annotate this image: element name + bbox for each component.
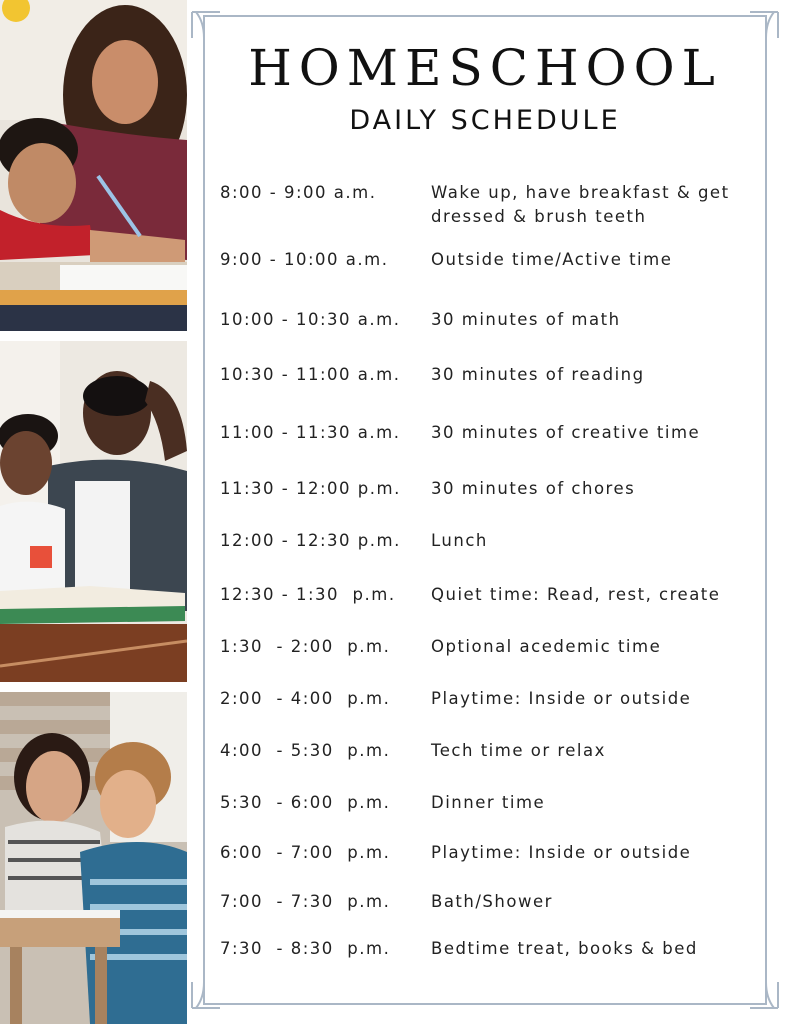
schedule-time: 12:30 - 1:30 p.m. (220, 585, 396, 604)
schedule-time: 4:00 - 5:30 p.m. (220, 741, 391, 760)
schedule-activity: Dinner time (431, 793, 546, 812)
schedule-time: 11:00 - 11:30 a.m. (220, 423, 401, 442)
schedule-time: 1:30 - 2:00 p.m. (220, 637, 391, 656)
schedule-activity: Playtime: Inside or outside (431, 843, 692, 862)
schedule-activity: Tech time or relax (431, 741, 606, 760)
schedule-time: 7:30 - 8:30 p.m. (220, 939, 391, 958)
parent-child-writing-photo (0, 0, 187, 331)
schedule-activity: Optional acedemic time (431, 637, 662, 656)
page-title: HOMESCHOOL (248, 39, 722, 97)
schedule-activity: Bedtime treat, books & bed (431, 939, 698, 958)
mother-son-studying-photo (0, 692, 187, 1024)
schedule-time: 6:00 - 7:00 p.m. (220, 843, 391, 862)
schedule-activity: Wake up, have breakfast & get dressed & brush teeth (431, 183, 730, 226)
schedule-activity: 30 minutes of creative time (431, 423, 701, 442)
schedule-time: 8:00 - 9:00 a.m. (220, 183, 377, 202)
page-subtitle: DAILY SCHEDULE (349, 105, 621, 136)
schedule-time: 12:00 - 12:30 p.m. (220, 531, 401, 550)
photo-column (0, 0, 187, 1024)
schedule-time: 10:30 - 11:00 a.m. (220, 365, 401, 384)
schedule-time: 2:00 - 4:00 p.m. (220, 689, 391, 708)
schedule-activity: 30 minutes of reading (431, 365, 645, 384)
father-son-reading-photo (0, 341, 187, 682)
schedule-activity: 30 minutes of math (431, 310, 621, 329)
schedule-time: 5:30 - 6:00 p.m. (220, 793, 391, 812)
schedule-time: 7:00 - 7:30 p.m. (220, 892, 391, 911)
schedule-activity: Quiet time: Read, rest, create (431, 585, 721, 604)
schedule-activity: Lunch (431, 531, 488, 550)
schedule-activity: Outside time/Active time (431, 250, 673, 269)
schedule-time: 11:30 - 12:00 p.m. (220, 479, 401, 498)
schedule-activity: Playtime: Inside or outside (431, 689, 692, 708)
schedule-activity: 30 minutes of chores (431, 479, 636, 498)
schedule-time: 10:00 - 10:30 a.m. (220, 310, 401, 329)
schedule-activity: Bath/Shower (431, 892, 553, 911)
schedule-time: 9:00 - 10:00 a.m. (220, 250, 389, 269)
